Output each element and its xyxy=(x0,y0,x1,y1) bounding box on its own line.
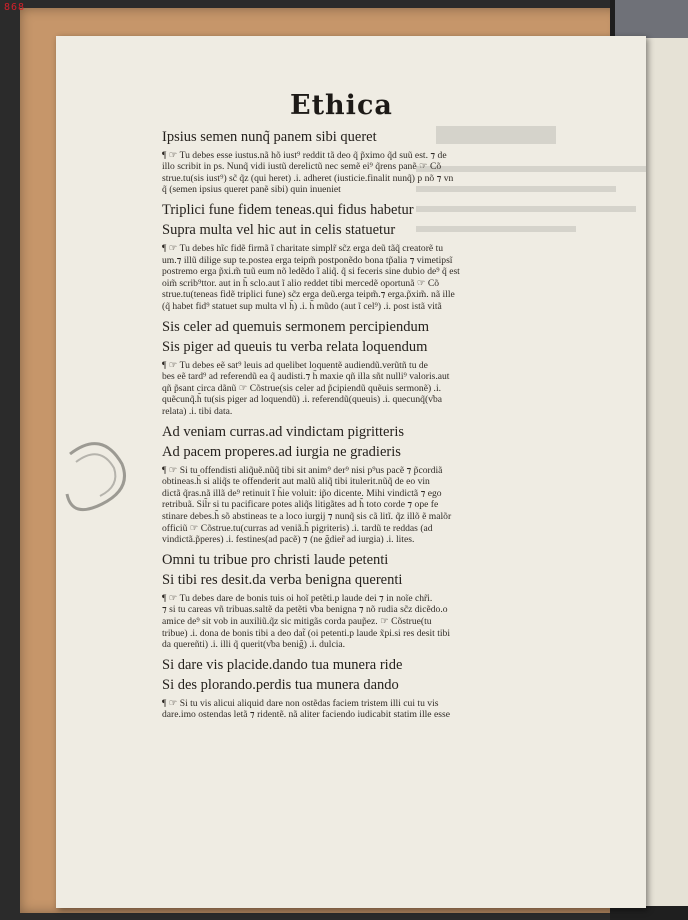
commentary-line: officiũ ☞ Cõstrue.tu(curras ad veniã.h̃ pigriteris) .i. tardũ te reddas (ad xyxy=(162,522,433,534)
commentary-line: ¶ ☞ Tu debes hĩc fidẽ firmã ĩ charitate simplr̃ sc̃z erga deũ tãq̃ creatorẽ tu xyxy=(162,242,444,254)
commentary-line: bes eẽ tard⁹ ad referendũ ea q̃ audisti.⁊ h̃ maxie qñ illa sñt nulli⁹ valoris.aut xyxy=(162,371,450,383)
commentary-line: (q̃ habet fid⁹ statuet sup multa vl h̃) .i. h̃ mũdo (aut ĩ cel⁹) .i. post istã vitã xyxy=(162,300,442,312)
commentary-line: relata) .i. tibi data. xyxy=(162,405,233,417)
commentary-line: obtineas.h̃ si aliq̃s te offenderit aut malũ aliq̃ tibi itulerit.nũq̃ de eo vin xyxy=(162,476,430,488)
commentary-line: amice de⁹ sit vob in auxiliũ.q̃z sic mitigãs corda paup̃ez. ☞ Cõstrue(tu xyxy=(162,615,432,627)
running-title: Ethica xyxy=(290,90,393,121)
commentary-line: ¶ ☞ Tu debes esse iustus.nã hõ iust⁹ reddit tã deo q̃ p̃ximo q̃d suũ est. ⁊ de xyxy=(162,149,447,161)
commentary-line: strue.tu(sis iust⁹) sc̃ q̃z (qui heret) .i. adheret (iusticie.finalit nunq̃) p nõ ⁊ vn xyxy=(162,172,454,184)
commentary-line: ¶ ☞ Si tu offendisti aliq̃uẽ.nũq̃ tibi sit anim⁹ der⁹ nisi p⁹us pacẽ ⁊ p̃cordiã xyxy=(162,464,443,476)
commentary-line: da quereñti) .i. illi q̃ querit(v̓ba benig̃) .i. dulcia. xyxy=(162,639,346,651)
verse-line: Si tibi res desit.da verba benigna querenti xyxy=(162,572,403,589)
commentary-line: postremo erga p̃xi.m̃ tuũ eum nõ ledẽdo ĩ aliq̃. q̃ si feceris sine dubio de⁹ q̃ est xyxy=(162,266,460,278)
verse-line: Triplici fune fidem teneas.qui fidus habetur xyxy=(162,201,414,218)
verse-line: Ad veniam curras.ad vindictam pigritteris xyxy=(162,423,404,440)
commentary-line: qñ p̃sant circa dãnũ ☞ Cõstrue(sis celer ad p̃cipiendũ quẽuis sermonẽ) .i. xyxy=(162,382,442,394)
verse-line: Ad pacem properes.ad iurgia ne gradieris xyxy=(162,444,401,460)
commentary-line: dare.imo ostendas letã ⁊ ridentẽ. nã aliter faciendo iudicabit statim ille esse xyxy=(162,709,450,721)
verse-line: Si dare vis placide.dando tua munera ride xyxy=(162,656,403,673)
commentary-line: strue.tu(teneas fidẽ triplici fune) sc̃z erga deũ.erga teipm̃.⁊ erga.p̃xim̃. nã ille xyxy=(162,289,455,301)
commentary-line: ¶ ☞ Si tu vis alicui aliquid dare non ostẽdas faciem tristem illi cui tu vis xyxy=(162,697,439,709)
commentary-line: ⁊ si tu careas vñ tribuas.saltẽ da petẽti v̓ba benigna ⁊ nõ rudia sc̃z dicẽdo.o xyxy=(162,604,448,616)
verse-line: Ipsius semen nunq̃ panem sibi queret xyxy=(162,129,377,145)
commentary-line: retribuã. Sil̃r si tu pacificare potes aliq̃s litigãtes ad h̃ toto corde ⁊ ope fe xyxy=(162,499,439,511)
commentary-line: q̃ (semen ipsius queret panẽ sibi) quin inueniet xyxy=(162,184,341,196)
commentary-line: oim̃ scrib⁹ttor. aut in h̃ sclo.aut ĩ alio reddet tibi mercedẽ oportunã ☞ Cõ xyxy=(162,277,440,289)
paper-clip-mark xyxy=(62,434,132,524)
commentary-line: vindictã.p̃peres) .i. festines(ad pacẽ) ⁊ (ne g̃dier̃ ad iurgia) .i. lites. xyxy=(162,534,415,546)
commentary-line: ¶ ☞ Tu debes eẽ sat⁹ leuis ad quelibet loquentẽ audiendũ.verũtñ tu de xyxy=(162,359,428,371)
commentary-line: quẽcunq̃.h̃ tu(sis piger ad loquendũ) .i. referendũ(queuis) .i. quecunq̃(v̓ba xyxy=(162,394,442,406)
verse-line: Omni tu tribue pro christi laude petenti xyxy=(162,551,389,568)
scanner-corner xyxy=(615,0,688,40)
show-through-ink xyxy=(406,116,666,256)
commentary-line: tribue) .i. dona de bonis tibi a deo dat̃ (oi petenti.p laude x̃pi.si res desit tibi xyxy=(162,627,451,639)
commentary-line: dictã q̃ras.nã illã de⁹ retinuit ĩ h̃ie voluit: ip̃o dicente. Mihi vindictã ⁊ ego xyxy=(162,487,442,499)
verse-line: Sis piger ad queuis tu verba relata loquendum xyxy=(162,339,428,355)
folio-label: 868 xyxy=(4,2,26,13)
verse-line: Sis celer ad quemuis sermonem percipiendum xyxy=(162,318,429,335)
commentary-line: um.⁊ illũ dilige sup te.postea erga teipm̃ postponẽdo bona tp̃alia ⁊ vimetipsĩ xyxy=(162,254,453,266)
commentary-line: stinare debes.h̃ sõ abstineas te a loco iurgij ⁊ nunq̃ sis cã litĩ. q̃z illõ ẽ malõr xyxy=(162,510,452,522)
commentary-line: ¶ ☞ Tu debes dare de bonis tuis oi hoĩ petẽti.p laude dei ⁊ in noĩe chr̃i. xyxy=(162,592,433,604)
verse-line: Si des plorando.perdis tua munera dando xyxy=(162,677,399,694)
commentary-line: illo scribit in ps. Nunq̃ vidi iustũ derelictũ nec semẽ ei⁹ q̃rens panẽ ☞ Cõ xyxy=(162,161,442,173)
verse-line: Supra multa vel hic aut in celis statuetur xyxy=(162,222,396,239)
